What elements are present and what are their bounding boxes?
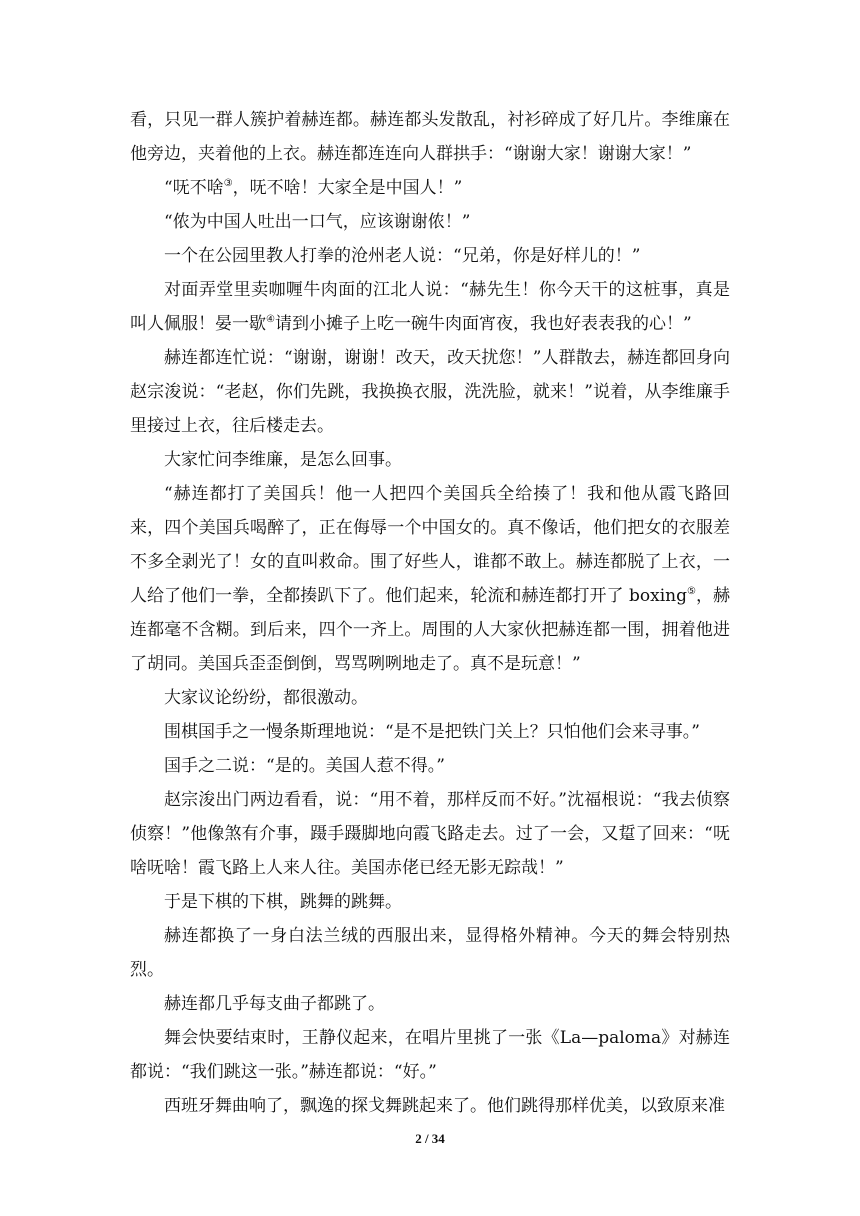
paragraph-text: 赫连都换了一身白法兰绒的西服出来，显得格外精神。今天的舞会特别热烈。 bbox=[130, 926, 730, 980]
paragraph-text: 西班牙舞曲响了，飘逸的探戈舞跳起来了。他们跳得那样优美，以致原来准 bbox=[164, 1096, 725, 1116]
paragraph bbox=[130, 987, 730, 1021]
paragraph-text: 大家忙问李维廉，是怎么回事。 bbox=[164, 450, 402, 470]
paragraph-text: 看，只见一群人簇护着赫连都。赫连都头发散乱，衬衫碎成了好几片。李维廉在他旁边，夹着他的上衣。赫连都连连向人群拱手：“谢谢大家！谢谢大家！” bbox=[130, 110, 730, 164]
paragraph-text: “赫连都打了美国兵！他一人把四个美国兵全给揍了！我和他从霞飞路回来，四个美国兵喝醉了，正在侮辱一个中国女的。真不像话，他们把女的衣服差不多全剥光了！女的直叫救命。围了好些人，谁都不敢上。赫连都脱了上衣，一人给了他们一拳，全都揍趴下了。他们起来，轮流和赫连都打开了 boxing bbox=[130, 484, 730, 606]
paragraph bbox=[130, 885, 730, 919]
paragraph-text: 赫连都连忙说：“谢谢，谢谢！改天，改天扰您！”人群散去，赫连都回身向赵宗浚说：“老赵，你们先跳，我换换衣服，洗洗脸，就来！”说着，从李维廉手里接过上衣，往后楼走去。 bbox=[130, 348, 730, 436]
paragraph bbox=[130, 341, 730, 443]
paragraph-text: “呒不啥 bbox=[164, 178, 224, 198]
paragraph bbox=[130, 103, 730, 171]
paragraph-text: 对面弄堂里卖咖喱牛肉面的江北人说：“赫先生！你今天干的这桩事，真是叫人佩服！晏一歇 bbox=[130, 280, 730, 334]
paragraph bbox=[130, 749, 730, 783]
paragraph-text: 大家议论纷纷，都很激动。 bbox=[164, 688, 368, 708]
paragraph-text: 国手之二说：“是的。美国人惹不得。” bbox=[164, 756, 445, 776]
paragraph bbox=[130, 681, 730, 715]
footnote-marker: ⑤ bbox=[686, 586, 696, 597]
page-number: 2 / 34 bbox=[415, 1131, 445, 1146]
paragraph-text: 请到小摊子上吃一碗牛肉面宵夜，我也好表表我的心！” bbox=[274, 314, 692, 334]
footnote-marker: ④ bbox=[266, 314, 275, 325]
paragraph bbox=[130, 273, 730, 341]
paragraph bbox=[130, 239, 730, 273]
paragraph-text: 赵宗浚出门两边看看，说：“用不着，那样反而不好。”沈福根说：“我去侦察侦察！”他像煞有介事，蹑手蹑脚地向霞飞路走去。过了一会，又踅了回来：“呒啥呒啥！霞飞路上人来人往。美国赤佬已经无影无踪哉！” bbox=[130, 790, 730, 878]
paragraph-text: 一个在公园里教人打拳的沧州老人说：“兄弟，你是好样儿的！” bbox=[164, 246, 641, 266]
paragraph bbox=[130, 443, 730, 477]
paragraph-text: “侬为中国人吐出一口气，应该谢谢侬！” bbox=[164, 212, 471, 232]
paragraph bbox=[130, 205, 730, 239]
paragraph-text: ，呒不啥！大家全是中国人！” bbox=[232, 178, 463, 198]
body-text bbox=[130, 103, 730, 1123]
paragraph-text: 舞会快要结束时，王静仪起来，在唱片里挑了一张《La—paloma》对赫连都说：“我们跳这一张。”赫连都说：“好。” bbox=[130, 1028, 730, 1082]
paragraph bbox=[130, 1089, 730, 1123]
paragraph bbox=[130, 1021, 730, 1089]
paragraph-text: 于是下棋的下棋，跳舞的跳舞。 bbox=[164, 892, 402, 912]
paragraph bbox=[130, 783, 730, 885]
footnote-marker: ③ bbox=[223, 178, 233, 189]
paragraph-text: 赫连都几乎每支曲子都跳了。 bbox=[164, 994, 385, 1014]
paragraph bbox=[130, 477, 730, 681]
paragraph bbox=[130, 171, 730, 205]
paragraph bbox=[130, 919, 730, 987]
paragraph-text: ，赫连都毫不含糊。到后来，四个一齐上。周围的人大家伙把赫连都一围，拥着他进了胡同。美国兵歪歪倒倒，骂骂咧咧地走了。真不是玩意！” bbox=[130, 586, 731, 674]
paragraph bbox=[130, 715, 730, 749]
paragraph-text: 围棋国手之一慢条斯理地说：“是不是把铁门关上？只怕他们会来寻事。” bbox=[164, 722, 700, 742]
